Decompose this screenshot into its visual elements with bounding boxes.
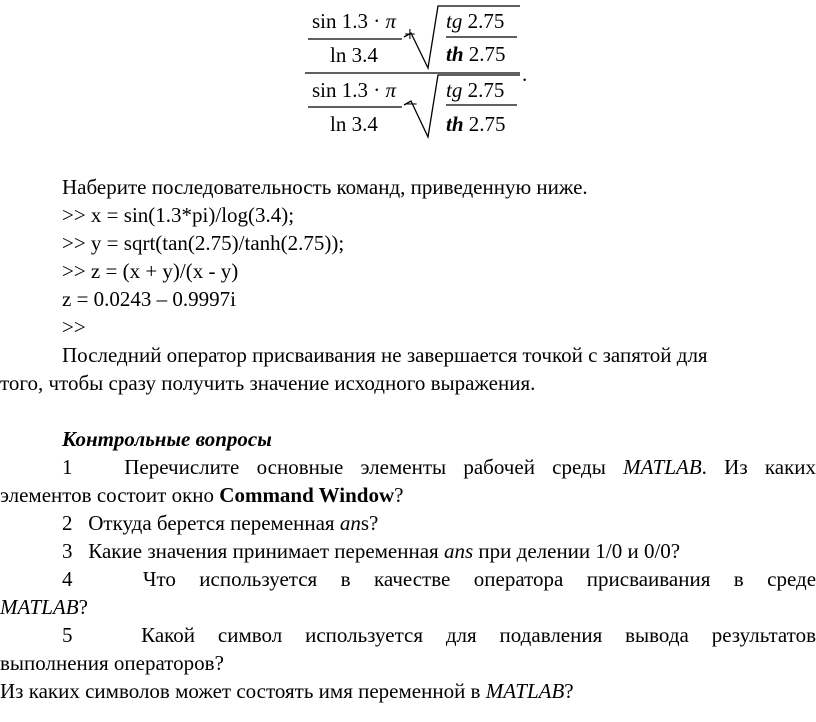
prompt-line: >> [62, 315, 86, 339]
th-term-lower: th 2.75 [446, 112, 506, 136]
question-4-line-2: MATLAB? [0, 595, 88, 619]
minus-sign: – [406, 90, 417, 114]
command-line: >> x = sin(1.3*pi)/log(3.4); [62, 203, 295, 227]
ln-term-upper: ln 3.4 [330, 43, 378, 67]
question-6: Из каких символов может состоять имя переменной в MATLAB? [0, 679, 574, 703]
formula [0, 0, 816, 160]
question-2: 2 Откуда берется переменная ans? [62, 511, 379, 535]
question-1-line-1: 1 Перечислите основные элементы рабочей среды MATLAB. Из каких [62, 455, 816, 479]
plus-sign: + [404, 22, 416, 46]
intro-text: Наберите последовательность команд, приведенную ниже. [62, 175, 588, 199]
question-3: 3 Какие значения принимает переменная ans при делении 1/0 и 0/0? [62, 539, 681, 563]
sin-term-lower: sin 1.3 · π [312, 78, 397, 102]
tg-term-upper: tg 2.75 [446, 9, 505, 33]
formula-period: . [522, 62, 528, 86]
question-1-line-2: элементов состоит окно Command Window? [0, 483, 404, 507]
note-line-2: того, чтобы сразу получить значение исходного выражения. [0, 371, 536, 395]
tg-term-lower: tg 2.75 [446, 78, 505, 102]
sin-term-upper: sin 1.3 · π [312, 9, 397, 33]
command-line: >> y = sqrt(tan(2.75)/tanh(2.75)); [62, 231, 345, 255]
question-5-line-1: 5 Какой символ используется для подавления вывода результатов [62, 623, 816, 647]
command-line: >> z = (x + y)/(x - y) [62, 259, 239, 283]
section-title: Контрольные вопросы [62, 427, 272, 451]
note-line-1: Последний оператор присваивания не завершается точкой с запятой для [62, 343, 708, 367]
result-line: z = 0.0243 – 0.9997i [62, 287, 236, 311]
th-term-upper: th 2.75 [446, 42, 506, 66]
question-4-line-1: 4 Что используется в качестве оператора присваивания в среде [62, 567, 816, 591]
question-5-line-2: выполнения операторов? [0, 651, 224, 675]
ln-term-lower: ln 3.4 [330, 112, 378, 136]
